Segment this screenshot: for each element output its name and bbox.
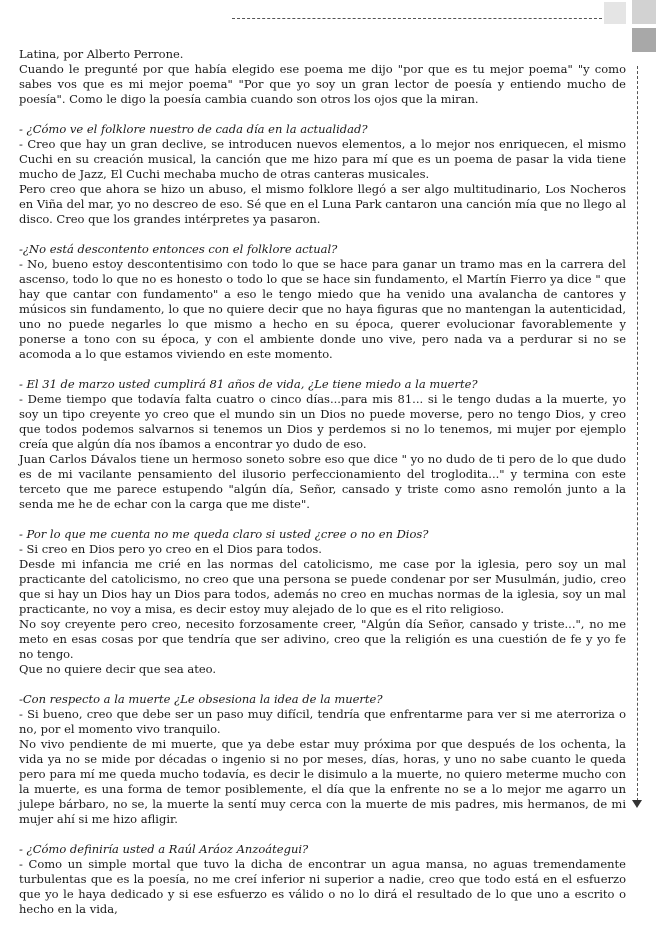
intro-paragraph: Latina, por Alberto Perrone.: [19, 47, 184, 61]
answer-paragraph: No vivo pendiente de mi muerte, que ya debe estar muy próxima por que después de los ochenta, la vida ya no se mide por décadas o ingenio si no por meses, días, horas, y uno no sabe cuanto le queda pero para mí me queda mucho todavía, es decir le disimulo a la muerte, no quiero meterme mucho con la muerte, es una forma de temor posiblemente, el día que la enfrente no se a lo mejor me agarro un julepe bárbaro, no se, la muerte la sentí muy cerca con la muerte de mis padres, mis hermanos, de mi mujer ahí si me hizo afligir.: [19, 737, 626, 826]
answer-paragraph: Pero creo que ahora se hizo un abuso, el mismo folklore llegó a ser algo multitudinario, Los Nocheros en Viña del mar, yo no descreo de eso. Sé que en el Luna Park cantaron una canción mía que no llego al disco. Creo que los grandes intérpretes ya pasaron.: [19, 182, 626, 226]
margin-dashed-line: [637, 66, 638, 806]
down-arrow-icon: [632, 800, 642, 808]
corner-square-medium: [632, 0, 656, 24]
corner-square-light: [604, 2, 626, 24]
answer-paragraph: - Si creo en Dios pero yo creo en el Dios para todos.: [19, 542, 322, 556]
question: - ¿Cómo definiría usted a Raúl Aráoz Anzoátegui?: [19, 842, 309, 856]
answer-paragraph: Que no quiere decir que sea ateo.: [19, 662, 217, 676]
answer-paragraph: - Creo que hay un gran declive, se introducen nuevos elementos, a lo mejor nos enriquecen, el mismo Cuchi en su creación musical, la canción que me hizo para mí que es un poema de pasar la vida tiene mucho de Jazz, El Cuchi mechaba mucho de otras canteras musicales.: [19, 137, 626, 181]
answer-paragraph: - Deme tiempo que todavía falta cuatro o cinco días...para mis 81... si le tengo dudas a la muerte, yo soy un tipo creyente yo creo que el mundo sin un Dios no puede moverse, pero no tengo Dios, y creo que todos podemos salvarnos si tenemos un Dios y perdemos si no lo tenemos, mi mujer por ejemplo creía que algún día nos íbamos a encontrar yo dudo de eso.: [19, 392, 626, 451]
answer-paragraph: - No, bueno estoy descontentisimo con todo lo que se hace para ganar un tramo mas en la carrera del ascenso, todo lo que no es honesto o todo lo que se hace sin fundamento, el Martín Fierro ya dice " que hay que cantar con fundamento" a eso le tengo miedo que ha venido una avalancha de cantores y músicos sin fundamento, lo que no quiere decir que no haya figuras que no mantengan la autenticidad, uno no puede negarles lo que mismo a hecho en su época, querer evolucionar favorablemente y ponerse a tono con su época, y con el ambiente donde uno vive, pero nada va a perdurar si no se acomoda a lo que estamos viviendo en este momento.: [19, 257, 626, 361]
answer-paragraph: - Como un simple mortal que tuvo la dicha de encontrar un agua mansa, no aguas tremendamente turbulentas que es la poesía, no me creí inferior ni superior a nadie, creo que todo está en el esfuerzo que yo le haya dedicado y si ese esfuerzo es válido o no lo dirá el resultado de lo que uno a escrito o hecho en la vida,: [19, 857, 626, 916]
question: - Por lo que me cuenta no me queda claro si usted ¿cree o no en Dios?: [19, 527, 429, 541]
answer-paragraph: No soy creyente pero creo, necesito forzosamente creer, "Algún día Señor, cansado y triste...", no me meto en esas cosas por que tendría que ser adivino, creo que la religión es una cuestión de fe y yo fe no tengo.: [19, 617, 626, 661]
question: - ¿Cómo ve el folklore nuestro de cada día en la actualidad?: [19, 122, 368, 136]
corner-square-dark: [632, 28, 656, 52]
answer-paragraph: Desde mi infancia me crié en las normas del catolicismo, me case por la iglesia, pero soy un mal practicante del catolicismo, no creo que una persona se puede condenar por ser Musulmán, judio, creo que si hay un Dios hay un Dios para todos, además no creo en muchas normas de la iglesia, soy un mal practicante, no voy a misa, es decir estoy muy alejado de lo que es el rito religioso.: [19, 557, 626, 616]
question: - El 31 de marzo usted cumplirá 81 años de vida, ¿Le tiene miedo a la muerte?: [19, 377, 478, 391]
intro-paragraph: Cuando le pregunté por que había elegido ese poema me dijo "por que es tu mejor poema" "y como sabes vos que es mi mejor poema" "Por que yo soy un gran lector de poesía y entiendo mucho de poesía". Como le digo la poesía cambia cuando son otros los ojos que la miran.: [19, 62, 626, 106]
question: -¿No está descontento entonces con el folklore actual?: [19, 242, 338, 256]
article-body: [19, 47, 626, 917]
header-dashed-rule: [232, 18, 602, 19]
question: -Con respecto a la muerte ¿Le obsesiona la idea de la muerte?: [19, 692, 383, 706]
answer-paragraph: - Si bueno, creo que debe ser un paso muy difícil, tendría que enfrentarme para ver si me aterroriza o no, por el momento vivo tranquilo.: [19, 707, 626, 736]
answer-paragraph: Juan Carlos Dávalos tiene un hermoso soneto sobre eso que dice " yo no dudo de ti pero de lo que dudo es de mi vacilante pensamiento del ilusorio perfeccionamiento del troglodita..." y termina con este terceto que me parece estupendo "algún día, Señor, cansado y triste como asno remolón junto a la senda me he de echar con la carga que me diste".: [19, 452, 626, 511]
